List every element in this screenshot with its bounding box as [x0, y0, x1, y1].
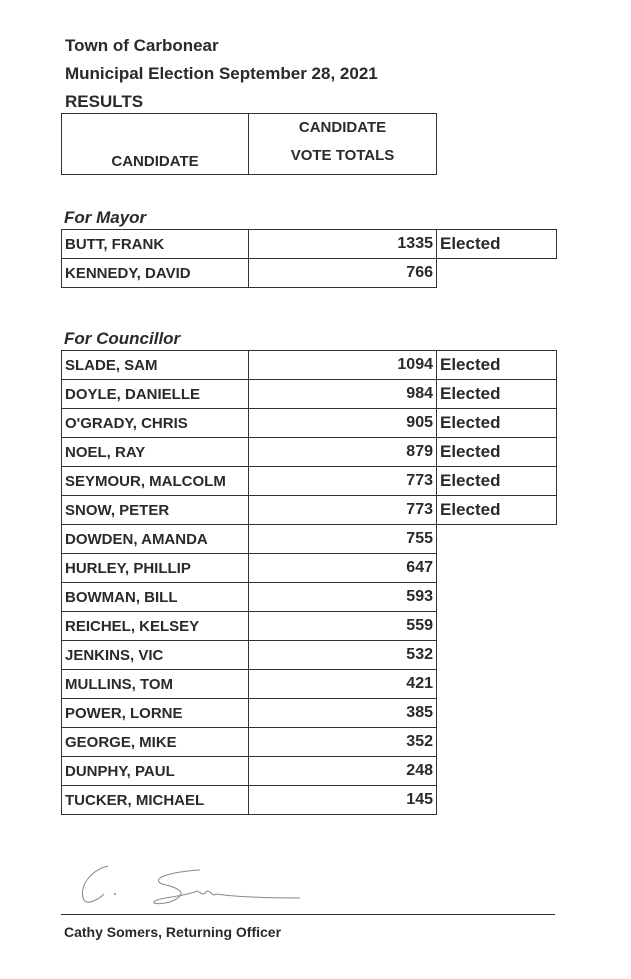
table-row: [62, 583, 557, 612]
table-row: [62, 230, 557, 259]
mayor-section-label: For Mayor: [64, 208, 147, 227]
mayor-results-table: [61, 229, 557, 288]
table-row: [62, 554, 557, 583]
candidate-name: MULLINS, TOM: [62, 670, 249, 699]
table-row: [62, 409, 557, 438]
table-row: [62, 699, 557, 728]
returning-officer-name: Cathy Somers, Returning Officer: [64, 924, 282, 940]
table-row: [62, 380, 557, 409]
table-row: [62, 259, 557, 288]
table-row: [62, 467, 557, 496]
table-row: [62, 438, 557, 467]
candidate-name: DUNPHY, PAUL: [62, 757, 249, 786]
vote-total: 352: [249, 728, 437, 757]
candidate-name: SNOW, PETER: [62, 496, 249, 525]
candidate-name: DOWDEN, AMANDA: [62, 525, 249, 554]
elected-status: Elected: [437, 380, 557, 409]
vote-total: 773: [249, 496, 437, 525]
elected-status: Elected: [437, 496, 557, 525]
candidate-name: O'GRADY, CHRIS: [62, 409, 249, 438]
candidate-name: GEORGE, MIKE: [62, 728, 249, 757]
elected-status: Elected: [437, 438, 557, 467]
vote-total: 248: [249, 757, 437, 786]
table-row: [62, 757, 557, 786]
empty-status: [437, 670, 557, 699]
table-row: [62, 641, 557, 670]
signature-line: [61, 914, 555, 915]
vote-total: 905: [249, 409, 437, 438]
vote-total: 766: [249, 259, 437, 288]
vote-total: 421: [249, 670, 437, 699]
table-row: [62, 525, 557, 554]
signature-image: [70, 858, 310, 908]
column-header-table: [61, 113, 437, 175]
candidate-name: HURLEY, PHILLIP: [62, 554, 249, 583]
empty-status: [437, 525, 557, 554]
candidate-name: BUTT, FRANK: [62, 230, 249, 259]
vote-total: 984: [249, 380, 437, 409]
table-row: [62, 612, 557, 641]
elected-status: Elected: [437, 230, 557, 259]
vote-total: 145: [249, 786, 437, 815]
vote-totals-header-line2: VOTE TOTALS: [290, 147, 395, 164]
table-row: [62, 496, 557, 525]
candidate-name: KENNEDY, DAVID: [62, 259, 249, 288]
vote-total: 559: [249, 612, 437, 641]
vote-total: 879: [249, 438, 437, 467]
vote-total: 532: [249, 641, 437, 670]
empty-status: [437, 728, 557, 757]
candidate-name: POWER, LORNE: [62, 699, 249, 728]
empty-status: [437, 786, 557, 815]
table-row: [62, 670, 557, 699]
town-name: Town of Carbonear: [65, 36, 219, 55]
vote-totals-column-header: [249, 114, 437, 175]
empty-status: [437, 641, 557, 670]
candidate-name: SEYMOUR, MALCOLM: [62, 467, 249, 496]
empty-status: [437, 757, 557, 786]
elected-status: Elected: [437, 467, 557, 496]
vote-total: 773: [249, 467, 437, 496]
elected-status: Elected: [437, 351, 557, 380]
table-row: [62, 728, 557, 757]
empty-status: [437, 259, 557, 288]
candidate-name: JENKINS, VIC: [62, 641, 249, 670]
empty-status: [437, 554, 557, 583]
candidate-column-header: CANDIDATE: [62, 114, 249, 175]
elected-status: Elected: [437, 409, 557, 438]
empty-status: [437, 699, 557, 728]
table-row: [62, 351, 557, 380]
candidate-name: REICHEL, KELSEY: [62, 612, 249, 641]
candidate-name: SLADE, SAM: [62, 351, 249, 380]
candidate-name: TUCKER, MICHAEL: [62, 786, 249, 815]
candidate-name: DOYLE, DANIELLE: [62, 380, 249, 409]
results-heading: RESULTS: [65, 92, 144, 111]
candidate-name: NOEL, RAY: [62, 438, 249, 467]
vote-totals-header-line1: CANDIDATE: [298, 119, 387, 136]
table-row: [62, 786, 557, 815]
vote-total: 1094: [249, 351, 437, 380]
vote-total: 593: [249, 583, 437, 612]
candidate-name: BOWMAN, BILL: [62, 583, 249, 612]
councillor-results-table: [61, 350, 557, 815]
vote-total: 755: [249, 525, 437, 554]
election-title: Municipal Election September 28, 2021: [65, 64, 378, 83]
vote-total: 647: [249, 554, 437, 583]
councillor-section-label: For Councillor: [64, 329, 181, 348]
empty-status: [437, 583, 557, 612]
empty-status: [437, 612, 557, 641]
vote-total: 1335: [249, 230, 437, 259]
vote-total: 385: [249, 699, 437, 728]
